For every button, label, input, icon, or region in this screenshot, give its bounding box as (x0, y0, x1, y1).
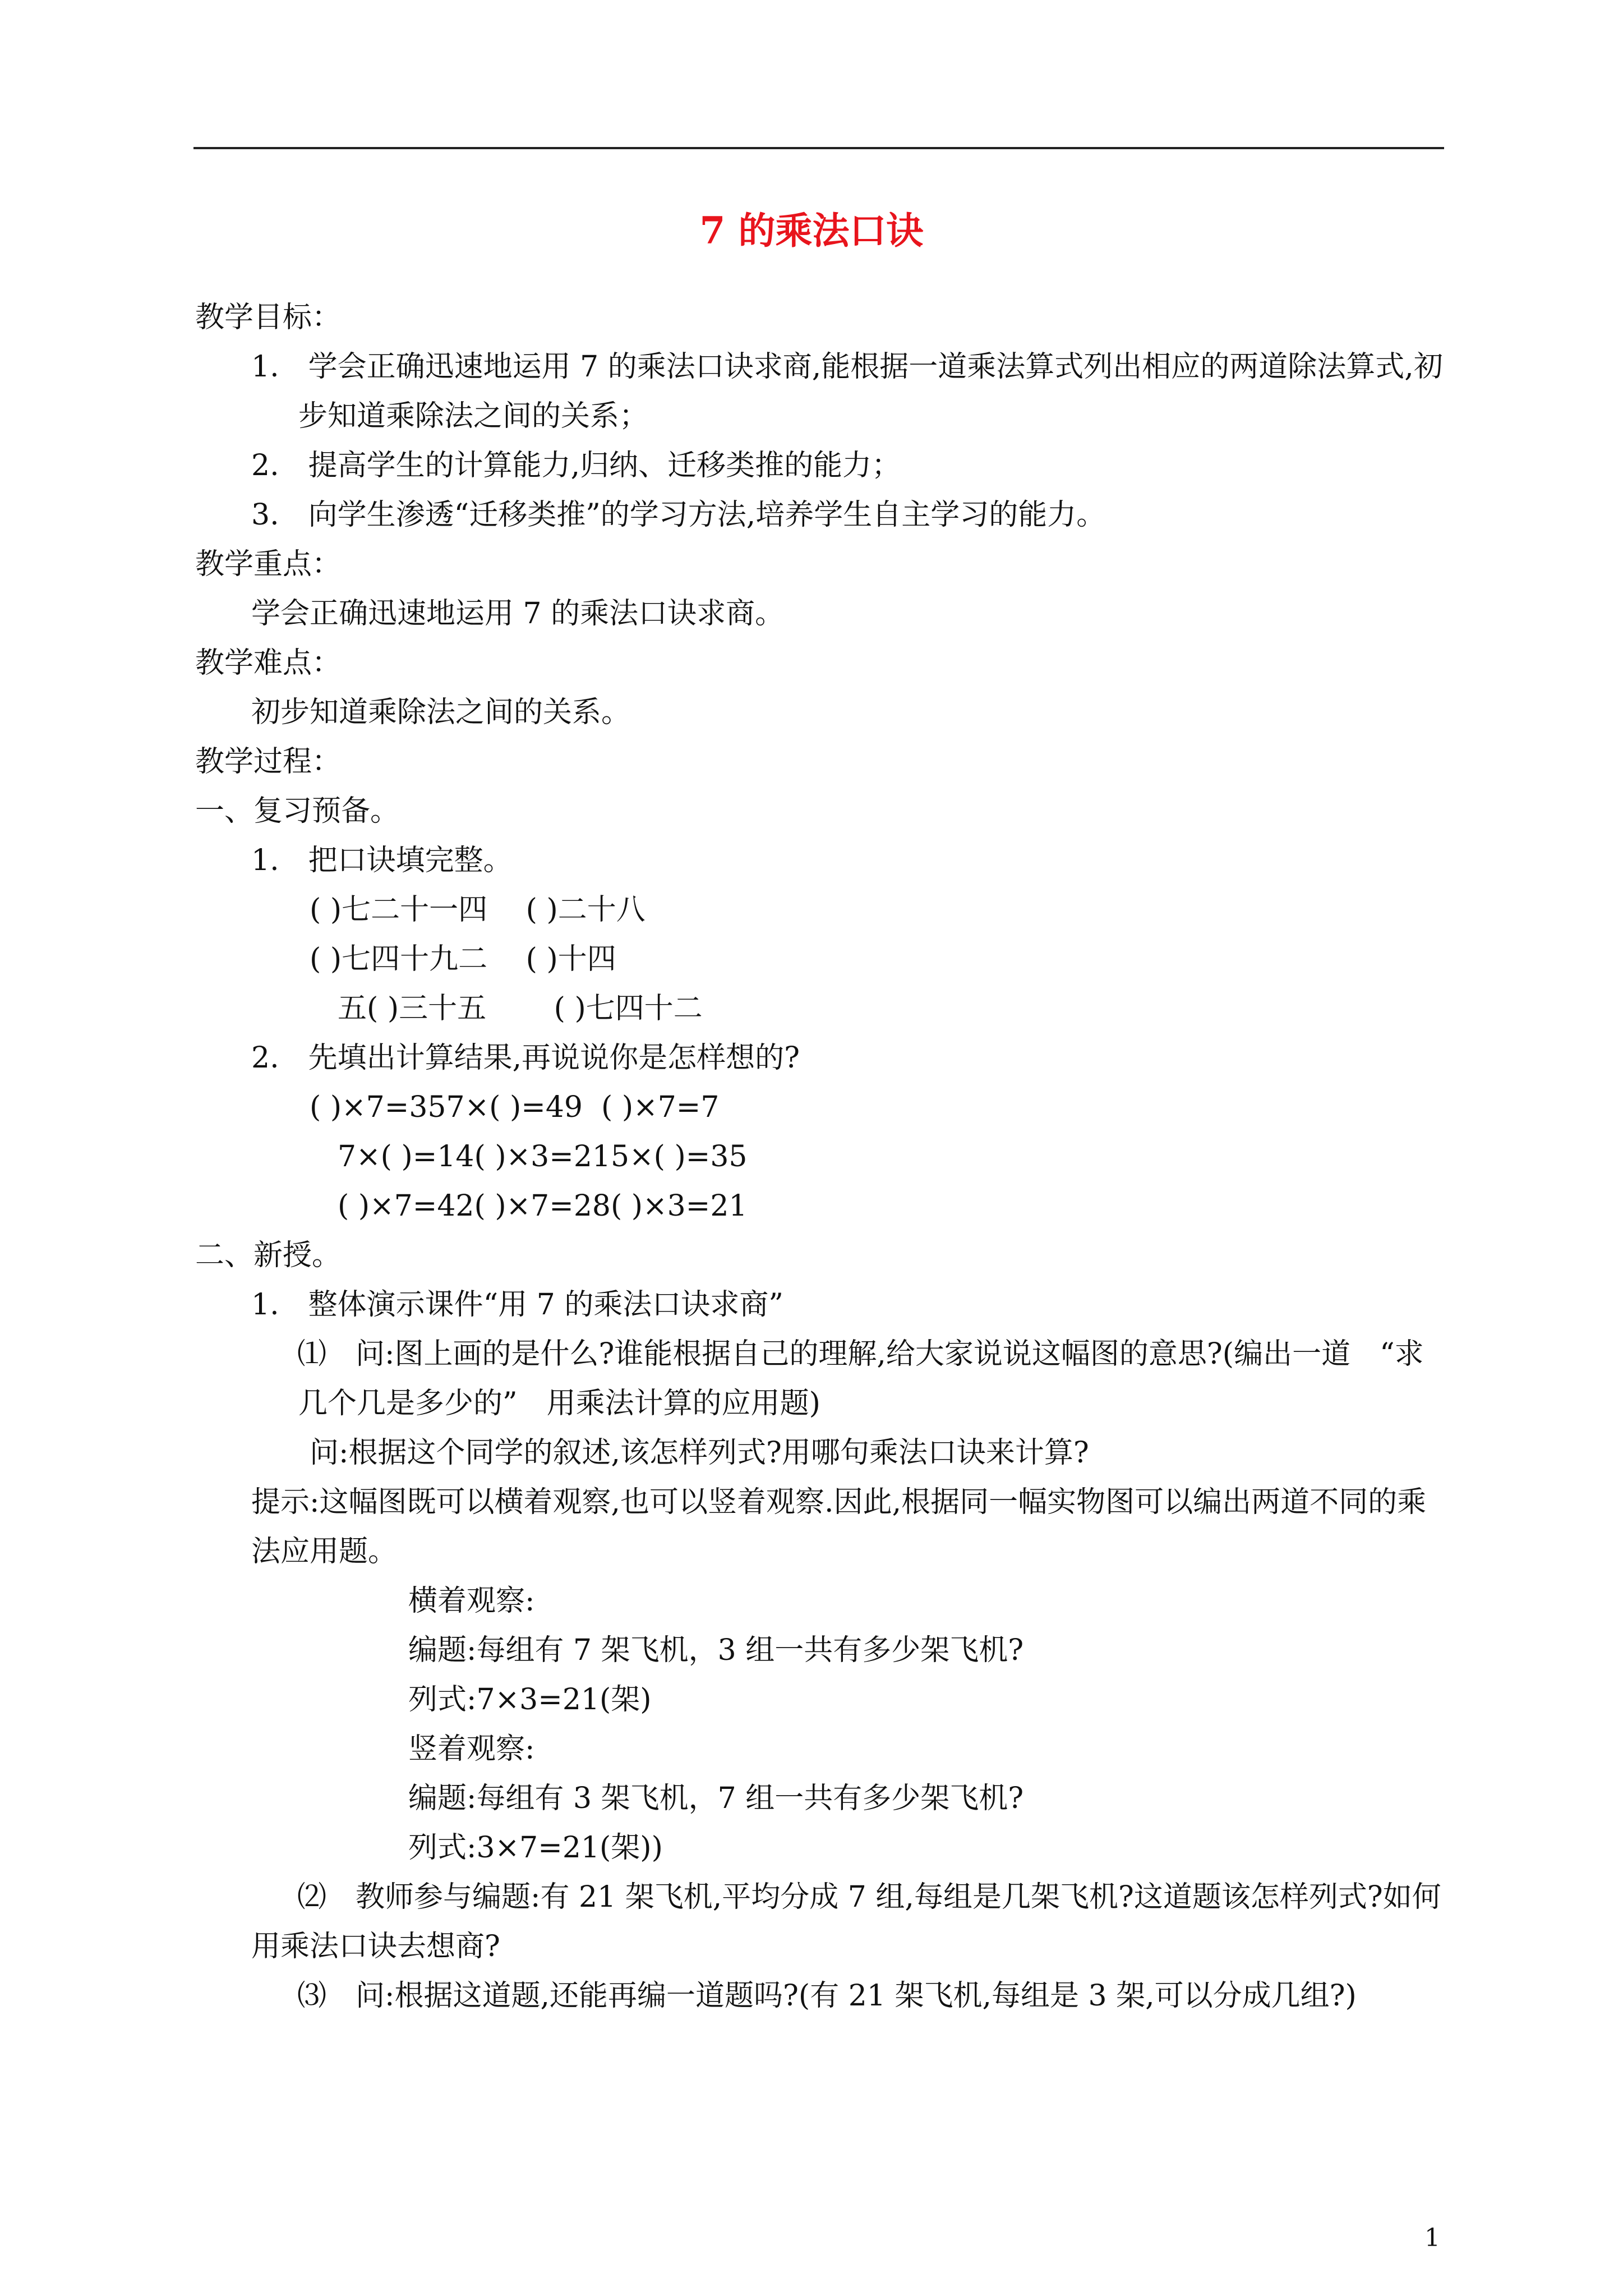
difficulty-text: 初步知道乘除法之间的关系。 (251, 696, 631, 729)
question-1-line: 问:根据这个同学的叙述,该怎样列式?用哪句乘法口诀来计算? (310, 1436, 1089, 1470)
question-3-line: ⑶ 问:根据这道题,还能再编一道题吗?(有 21 架飞机,每组是 3 架,可以分成几组?) (297, 1979, 1357, 2013)
fill-row: ( )七四十九二 ( )十四 (310, 942, 616, 976)
question-2-line: 用乘法口诀去想商? (251, 1930, 500, 1963)
section1-heading: 一、复习预备。 (195, 794, 400, 828)
header-rule (193, 147, 1444, 149)
question-2-line: ⑵ 教师参与编题:有 21 架飞机,平均分成 7 组,每组是几架飞机?这道题该怎样列式?如何 (297, 1880, 1441, 1914)
vertical-label: 竖着观察: (408, 1732, 535, 1766)
hint-line: 提示:这幅图既可以横着观察,也可以竖着观察.因此,根据同一幅实物图可以编出两道不同的乘 (251, 1485, 1427, 1519)
hint-line: 法应用题。 (251, 1535, 398, 1568)
fill-row: 五( )三十五 ( )七四十二 (338, 992, 703, 1025)
calc-row: ( )×7=357×( )=49 ( )×7=7 (310, 1091, 720, 1124)
section2-item1: 1. 整体演示课件“用 7 的乘法口诀求商” (251, 1288, 783, 1322)
goal-item-3: 3. 向学生渗透“迁移类推”的学习方法,培养学生自主学习的能力。 (251, 498, 1106, 532)
calc-row: 7×( )=14( )×3=215×( )=35 (338, 1140, 748, 1174)
fill-row: ( )七二十一四 ( )二十八 (310, 893, 645, 927)
section1-item1: 1. 把口诀填完整。 (251, 844, 513, 877)
goals-heading: 教学目标： (195, 301, 342, 334)
vertical-problem: 编题:每组有 3 架飞机，7 组一共有多少架飞机? (408, 1782, 1024, 1815)
question-1-line: 几个几是多少的” 用乘法计算的应用题) (298, 1387, 820, 1420)
page-title: 7 的乘法口诀 (699, 209, 924, 252)
vertical-formula: 列式:3×7=21(架)) (408, 1831, 663, 1865)
goal-item-1: 1. 学会正确迅速地运用 7 的乘法口诀求商,能根据一道乘法算式列出相应的两道除法算式,初 (251, 350, 1443, 384)
horizontal-problem: 编题:每组有 7 架飞机，3 组一共有多少架飞机? (408, 1634, 1024, 1667)
difficulty-heading: 教学难点： (195, 646, 342, 680)
horizontal-label: 横着观察: (408, 1584, 535, 1618)
goal-item-2: 2. 提高学生的计算能力,归纳、迁移类推的能力； (251, 449, 901, 482)
key-text: 学会正确迅速地运用 7 的乘法口诀求商。 (251, 597, 785, 631)
page-number: 1 (1424, 2224, 1440, 2252)
goal-item-1-cont: 步知道乘除法之间的关系； (298, 399, 649, 433)
horizontal-formula: 列式:7×3=21(架) (408, 1683, 652, 1717)
key-heading: 教学重点： (195, 547, 342, 581)
question-1-line: ⑴ 问:图上画的是什么?谁能根据自己的理解,给大家说说这幅图的意思?(编出一道 “求 (297, 1337, 1424, 1371)
process-heading: 教学过程： (195, 745, 342, 779)
section1-item2: 2. 先填出计算结果,再说说你是怎样想的? (251, 1041, 800, 1075)
calc-row: ( )×7=42( )×7=28( )×3=21 (338, 1189, 748, 1223)
section2-heading: 二、新授。 (195, 1239, 342, 1272)
